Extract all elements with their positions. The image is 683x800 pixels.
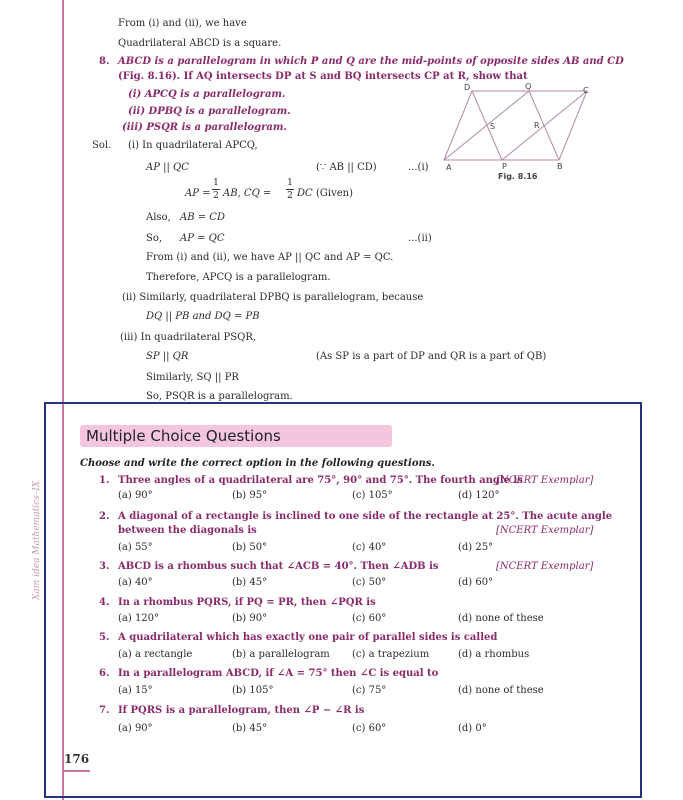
mcq-option: (b) 45°: [232, 723, 268, 734]
fraction-numerator: 1: [287, 178, 293, 188]
mcq-option: (b) 50°: [232, 542, 268, 553]
ncert-tag: [NCERT Exemplar]: [496, 475, 594, 486]
mcq-option: (d) 0°: [458, 723, 487, 734]
label-P: P: [502, 162, 507, 171]
mcq-option: (c) 60°: [352, 723, 387, 734]
mcq-question: A diagonal of a rectangle is inclined to one side of the rectangle at 25°. The acute angle: [118, 511, 613, 522]
mcq-option: (b) 105°: [232, 685, 274, 696]
mcq-question: In a rhombus PQRS, if PQ = PR, then ∠PQR is: [118, 597, 376, 608]
mcq-question: Three angles of a quadrilateral are 75°, 90° and 75°. The fourth angle is: [118, 475, 523, 486]
mcq-option: (a) 120°: [118, 613, 160, 624]
solution-line: (iii) In quadrilateral PSQR,: [120, 332, 257, 343]
sol-label: Sol.: [92, 140, 112, 151]
mcq-option: (d) 60°: [458, 577, 494, 588]
mcq-option: (b) a parallelogram: [232, 649, 330, 660]
page-number-underline: [64, 770, 90, 772]
mcq-question: ABCD is a rhombus such that ∠ACB = 40°. Then ∠ADB is: [118, 561, 439, 572]
solution-reason: (As SP is a part of DP and QR is a part of QB): [316, 351, 547, 362]
mcq-option: (c) 105°: [352, 490, 393, 501]
fraction-bar: [212, 189, 220, 190]
label-R: R: [534, 121, 540, 130]
mcq-option: (c) 75°: [352, 685, 387, 696]
mcq-option: (a) a rectangle: [118, 649, 193, 660]
question-part: (i) APCQ is a parallelogram.: [128, 89, 286, 100]
figure-lines: [444, 91, 587, 160]
equation-tag: ...(i): [408, 162, 429, 173]
mcq-option: (a) 90°: [118, 490, 153, 501]
solution-line: So,: [146, 233, 163, 244]
mcq-option: (d) 120°: [458, 490, 500, 501]
mcq-number: 7.: [99, 705, 110, 716]
solution-line: So, PSQR is a parallelogram.: [146, 391, 293, 402]
segment-DP: [472, 91, 502, 160]
text-line: Quadrilateral ABCD is a square.: [118, 38, 282, 49]
label-S: S: [490, 122, 496, 131]
fraction-denominator: 2: [213, 191, 219, 201]
mcq-option: (d) a rhombus: [458, 649, 530, 660]
solution-reason: (∵ AB || CD): [316, 162, 377, 173]
ncert-tag: [NCERT Exemplar]: [496, 525, 594, 536]
mcq-number: 2.: [99, 511, 110, 522]
page-number: 176: [64, 752, 90, 766]
mcq-question: A quadrilateral which has exactly one pair of parallel sides is called: [118, 632, 498, 643]
figure-caption: Fig. 8.16: [498, 172, 538, 181]
mcq-option: (d) 25°: [458, 542, 494, 553]
mcq-option: (a) 40°: [118, 577, 153, 588]
fraction-bar: [286, 189, 294, 190]
fraction-numerator: 1: [213, 178, 219, 188]
ncert-tag: [NCERT Exemplar]: [496, 561, 594, 572]
mcq-number: 6.: [99, 668, 110, 679]
mcq-instruction: Choose and write the correct option in the following questions.: [80, 458, 435, 469]
parallelogram-figure: [442, 82, 592, 182]
solution-line: Also,: [146, 212, 171, 223]
solution-reason: (Given): [316, 188, 353, 199]
mcq-option: (a) 90°: [118, 723, 153, 734]
solution-math: AP = QC: [180, 233, 225, 244]
mcq-option: (b) 90°: [232, 613, 268, 624]
question-part: (iii) PSQR is a parallelogram.: [122, 122, 287, 133]
mcq-number: 4.: [99, 597, 110, 608]
solution-line: AP || QC: [146, 162, 189, 173]
label-D: D: [464, 83, 471, 92]
text-line: From (i) and (ii), we have: [118, 18, 247, 29]
mcq-number: 1.: [99, 475, 110, 486]
solution-line: SP || QR: [146, 351, 189, 362]
solution-math: DC: [297, 188, 313, 199]
mcq-option: (d) none of these: [458, 613, 544, 624]
question-text: (Fig. 8.16). If AQ intersects DP at S and BQ intersects CP at R, show that: [118, 71, 528, 82]
mcq-option: (c) a trapezium: [352, 649, 430, 660]
mcq-option: (a) 55°: [118, 542, 153, 553]
book-side-title: Xam idea Mathematics–IX: [32, 480, 42, 600]
question-part: (ii) DPBQ is a parallelogram.: [128, 106, 291, 117]
question-text: ABCD is a parallelogram in which P and Q are the mid-points of opposite sides AB and CD: [118, 56, 624, 67]
solution-line: Therefore, APCQ is a parallelogram.: [146, 272, 331, 283]
mcq-number: 3.: [99, 561, 110, 572]
label-A: A: [446, 163, 452, 172]
mcq-title: Multiple Choice Questions: [86, 427, 281, 445]
label-B: B: [557, 162, 563, 171]
mcq-question: between the diagonals is: [118, 525, 257, 536]
mcq-option: (b) 95°: [232, 490, 268, 501]
solution-line: DQ || PB and DQ = PB: [146, 311, 260, 322]
solution-line: From (i) and (ii), we have AP || QC and AP = QC.: [146, 252, 394, 263]
mcq-option: (b) 45°: [232, 577, 268, 588]
mcq-option: (c) 60°: [352, 613, 387, 624]
mcq-option: (d) none of these: [458, 685, 544, 696]
mcq-question: If PQRS is a parallelogram, then ∠P − ∠R is: [118, 705, 365, 716]
solution-math: AB = CD: [180, 212, 225, 223]
label-C: C: [583, 86, 589, 95]
mcq-option: (a) 15°: [118, 685, 153, 696]
solution-math: AP =: [185, 188, 211, 199]
label-Q: Q: [525, 82, 532, 91]
mcq-option: (c) 50°: [352, 577, 387, 588]
mcq-question: In a parallelogram ABCD, if ∠A = 75° then ∠C is equal to: [118, 668, 439, 679]
solution-line: (ii) Similarly, quadrilateral DPBQ is parallelogram, because: [122, 292, 424, 303]
mcq-option: (c) 40°: [352, 542, 387, 553]
question-number: 8.: [99, 56, 110, 67]
segment-CP: [502, 91, 587, 160]
solution-math: AB, CQ =: [223, 188, 272, 199]
solution-line: Similarly, SQ || PR: [146, 372, 239, 383]
mcq-number: 5.: [99, 632, 110, 643]
solution-line: (i) In quadrilateral APCQ,: [128, 140, 258, 151]
equation-tag: ...(ii): [408, 233, 432, 244]
fraction-denominator: 2: [287, 191, 293, 201]
